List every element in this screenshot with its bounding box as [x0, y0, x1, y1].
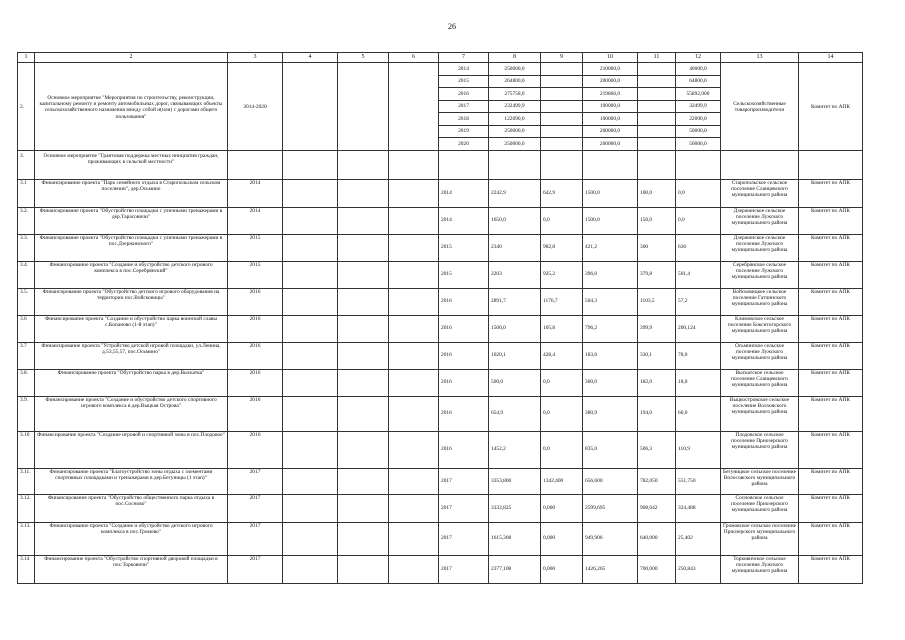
measure-name: Финансирование проекта "Благоустройство зоны отдыха с элементами спортивных площадками и тренажерами в дер.Бегуницы (1 этап)" [35, 468, 228, 494]
responsible: Комитет по АПК [799, 261, 863, 288]
column-number-cell: 3 [228, 53, 283, 63]
empty-cell [389, 179, 439, 207]
regional-amount: 796,2 [583, 315, 638, 342]
year: 2019 [439, 125, 489, 138]
year: 2016 [439, 369, 489, 396]
other-amount: 18,0 [676, 369, 721, 396]
other-amount: 64800,0 [676, 75, 721, 88]
total-amount: 250000,0 [489, 125, 541, 138]
year: 2016 [439, 315, 489, 342]
empty-cell [799, 150, 863, 179]
year: 2015 [439, 234, 489, 261]
federal-amount: 0,000 [541, 555, 583, 583]
municipal-amount: 506,3 [638, 431, 676, 468]
period: 2017 [228, 522, 283, 555]
empty-cell [389, 522, 439, 555]
federal-amount: 0,0 [541, 369, 583, 396]
column-number-row [18, 53, 863, 63]
year: 2016 [439, 396, 489, 431]
empty-cell [338, 522, 389, 555]
empty-cell [541, 150, 583, 179]
empty-cell [283, 288, 338, 315]
federal-amount: 0,000 [541, 522, 583, 555]
year: 2017 [439, 100, 489, 113]
regional-amount: 210000,0 [583, 63, 638, 76]
regional-amount: 1500,0 [583, 179, 638, 207]
executor: Сельскохозяйственные товаропроизводители [721, 63, 799, 151]
empty-cell [338, 207, 389, 234]
total-amount: 1020,1 [489, 342, 541, 369]
total-amount: 264800,0 [489, 75, 541, 88]
year: 2015 [439, 75, 489, 88]
municipal-amount: 1103,5 [638, 288, 676, 315]
regional-amount: 2599,695 [583, 494, 638, 522]
year: 2014 [439, 63, 489, 76]
other-amount: 32499,9 [676, 100, 721, 113]
row-number: 3.9. [18, 396, 35, 431]
municipal-amount: 399,9 [638, 315, 676, 342]
empty-cell [338, 150, 389, 179]
responsible: Комитет по АПК [799, 179, 863, 207]
empty-cell [389, 342, 439, 369]
executor: Климовское сельское поселение Бокситогорского муниципального района [721, 315, 799, 342]
executor: Осьминское сельское поселение Лужского муниципального района [721, 342, 799, 369]
regional-amount: 949,906 [583, 522, 638, 555]
row-number: 3.14 [18, 555, 35, 583]
municipal-amount: 640,000 [638, 522, 676, 555]
federal-amount: 105,8 [541, 315, 583, 342]
regional-amount: 200000,0 [583, 75, 638, 88]
other-amount: 22090,0 [676, 113, 721, 126]
measure-name: Финансирование проекта "Обустройство площадки с уличными тренажерами в дер.Тарасовичи" [35, 207, 228, 234]
measure-name: Основное мероприятие "Грантовая поддержка местных инициатив граждан, проживающих в сельской местности" [35, 150, 228, 179]
period: 2016 [228, 396, 283, 431]
period: 2015 [228, 261, 283, 288]
empty-cell [389, 261, 439, 288]
empty-cell [389, 234, 439, 261]
period: 2014 [228, 207, 283, 234]
other-amount: 55892,000 [676, 88, 721, 101]
measure-name: Финансирование проекта "Парк семейного отдыха в Старопольском сельском поселении", дер.Осьмино [35, 179, 228, 207]
period: 2014-2020 [228, 63, 283, 151]
table-row [18, 468, 863, 494]
federal-amount [541, 113, 583, 126]
responsible: Комитет по АПК [799, 555, 863, 583]
row-number: 3.10 [18, 431, 35, 468]
period: 2017 [228, 555, 283, 583]
empty-cell [283, 63, 338, 151]
responsible: Комитет по АПК [799, 369, 863, 396]
total-amount: 654,9 [489, 396, 541, 431]
column-number-cell: 8 [489, 53, 541, 63]
empty-cell [283, 369, 338, 396]
column-number-cell: 2 [35, 53, 228, 63]
empty-cell [338, 369, 389, 396]
year: 2020 [439, 138, 489, 151]
municipal-amount [638, 75, 676, 88]
other-amount: 50000,0 [676, 125, 721, 138]
federal-amount: 1176,7 [541, 288, 583, 315]
other-amount: 78,0 [676, 342, 721, 369]
measure-name: Финансирование проекта "Обустройство площадки с уличными тренажерами в пос.Дзержинского" [35, 234, 228, 261]
regional-amount: 504,3 [583, 288, 638, 315]
empty-cell [389, 431, 439, 468]
empty-cell [283, 261, 338, 288]
regional-amount: 1500,0 [583, 207, 638, 234]
empty-cell [283, 396, 338, 431]
regional-amount: 396,0 [583, 261, 638, 288]
other-amount: 40000,0 [676, 63, 721, 76]
municipal-amount [638, 63, 676, 76]
empty-cell [389, 150, 439, 179]
table-row [18, 150, 863, 179]
empty-cell [389, 369, 439, 396]
empty-cell [283, 179, 338, 207]
total-amount: 2377,108 [489, 555, 541, 583]
federal-amount [541, 63, 583, 76]
column-number-cell: 14 [799, 53, 863, 63]
municipal-amount: 150,0 [638, 207, 676, 234]
empty-cell [389, 63, 439, 151]
page-number: 26 [448, 22, 456, 31]
empty-cell [283, 431, 338, 468]
other-amount: 0,0 [676, 207, 721, 234]
total-amount: 3332,825 [489, 494, 541, 522]
empty-cell [389, 555, 439, 583]
empty-cell [721, 150, 799, 179]
municipal-amount [638, 138, 676, 151]
other-amount: 57,2 [676, 288, 721, 315]
period: 2015 [228, 234, 283, 261]
empty-cell [283, 207, 338, 234]
column-number-cell: 10 [583, 53, 638, 63]
federal-amount: 0,0 [541, 396, 583, 431]
empty-cell [338, 342, 389, 369]
table-row [18, 288, 863, 315]
regional-amount: 183,6 [583, 342, 638, 369]
federal-amount: 1342,400 [541, 468, 583, 494]
regional-amount: 656,600 [583, 468, 638, 494]
empty-cell [338, 468, 389, 494]
year: 2018 [439, 113, 489, 126]
responsible: Комитет по АПК [799, 522, 863, 555]
table-row [18, 522, 863, 555]
year: 2017 [439, 555, 489, 583]
other-amount: 324,488 [676, 494, 721, 522]
table-row [18, 555, 863, 583]
total-amount: 3353,800 [489, 468, 541, 494]
empty-cell [583, 150, 638, 179]
municipal-amount: 100,0 [638, 179, 676, 207]
municipal-amount: 379,8 [638, 261, 676, 288]
year: 2017 [439, 494, 489, 522]
municipal-amount [638, 88, 676, 101]
row-number: 3.4. [18, 261, 35, 288]
measure-name: Финансирование проекта "Создание и обустройство детского игрового комплекса в пос.Серебрянский" [35, 261, 228, 288]
federal-amount: 428,4 [541, 342, 583, 369]
total-amount: 2891,7 [489, 288, 541, 315]
total-amount: 2340 [489, 234, 541, 261]
empty-cell [283, 342, 338, 369]
regional-amount: 380,9 [583, 396, 638, 431]
federal-amount: 982,8 [541, 234, 583, 261]
responsible: Комитет по АПК [799, 431, 863, 468]
total-amount: 1500,0 [489, 315, 541, 342]
row-number: 3.2. [18, 207, 35, 234]
table-row [18, 396, 863, 431]
table-row [18, 261, 863, 288]
row-number: 3.11. [18, 468, 35, 494]
empty-cell [283, 468, 338, 494]
responsible: Комитет по АПК [799, 234, 863, 261]
total-amount: 1452,2 [489, 431, 541, 468]
federal-amount [541, 100, 583, 113]
empty-cell [389, 207, 439, 234]
column-number-cell: 1 [18, 53, 35, 63]
responsible: Комитет по АПК [799, 494, 863, 522]
year: 2014 [439, 179, 489, 207]
empty-cell [228, 150, 283, 179]
total-amount: 250000,0 [489, 138, 541, 151]
year: 2016 [439, 288, 489, 315]
table-row [18, 234, 863, 261]
empty-cell [638, 150, 676, 179]
total-amount: 2242,9 [489, 179, 541, 207]
period: 2014 [228, 179, 283, 207]
federal-amount: 0,0 [541, 431, 583, 468]
other-amount: 636 [676, 234, 721, 261]
empty-cell [283, 234, 338, 261]
empty-cell [283, 522, 338, 555]
table-row [18, 494, 863, 522]
other-amount: 110,9 [676, 431, 721, 468]
empty-cell [439, 150, 489, 179]
table-row [18, 342, 863, 369]
empty-cell [389, 396, 439, 431]
total-amount: 275758,0 [489, 88, 541, 101]
measure-name: Финансирование проекта "Создание игровой и спортивной зоны в пос.Плодовое" [35, 431, 228, 468]
year: 2016 [439, 88, 489, 101]
measure-name: Финансирование проекта "Обустройство детского игрового оборудования на территории пос.Войсковицы" [35, 288, 228, 315]
table-row [18, 207, 863, 234]
executor: Дзержинское сельское поселение Лужского муниципального района [721, 207, 799, 234]
empty-cell [338, 431, 389, 468]
row-number: 3.1 [18, 179, 35, 207]
empty-cell [389, 468, 439, 494]
row-number: 3.8. [18, 369, 35, 396]
measure-name: Финансирование проекта "Создание и обустройство детского игрового комплекса в пос.Громово" [35, 522, 228, 555]
measure-name: Финансирование проекта "Создание и обустройство детского спортивного игрового комплекса в дер.Выцкая Острова" [35, 396, 228, 431]
municipal-amount: 908,642 [638, 494, 676, 522]
period: 2016 [228, 369, 283, 396]
empty-cell [338, 396, 389, 431]
regional-amount: 100000,0 [583, 113, 638, 126]
year: 2015 [439, 261, 489, 288]
empty-cell [338, 288, 389, 315]
column-number-cell: 12 [676, 53, 721, 63]
period: 2017 [228, 468, 283, 494]
column-number-cell: 9 [541, 53, 583, 63]
empty-cell [283, 150, 338, 179]
empty-cell [489, 150, 541, 179]
other-amount: 551,750 [676, 468, 721, 494]
empty-cell [389, 288, 439, 315]
empty-cell [338, 555, 389, 583]
executor: Войсковицкое сельское поселение Гатчинского муниципального района [721, 288, 799, 315]
row-number: 3.13. [18, 522, 35, 555]
total-amount: 232499,9 [489, 100, 541, 113]
other-amount: 60,0 [676, 396, 721, 431]
column-number-cell: 6 [389, 53, 439, 63]
table-row [18, 315, 863, 342]
year: 2017 [439, 522, 489, 555]
measure-name: Основное мероприятие "Мероприятия по строительству, реконструкции, капитальному ремонту и ремонту автомобильных дорог, связывающих объекты сельскохозяйственного назначения между собой и(или) с дорогами общего пользования" [35, 63, 228, 151]
table-row [18, 63, 863, 76]
other-amount: 25,402 [676, 522, 721, 555]
federal-amount: 925,2 [541, 261, 583, 288]
empty-cell [338, 63, 389, 151]
municipal-amount [638, 125, 676, 138]
executor: Старопольское сельское поселение Сланцевского муниципального района [721, 179, 799, 207]
period: 2017 [228, 494, 283, 522]
measure-name: Финансирование проекта "Обустройство спортивной дворовой площадки в пос.Торковичи" [35, 555, 228, 583]
empty-cell [283, 555, 338, 583]
year: 2016 [439, 431, 489, 468]
period: 2016 [228, 315, 283, 342]
federal-amount [541, 125, 583, 138]
regional-amount: 200000,0 [583, 138, 638, 151]
other-amount: 200,124 [676, 315, 721, 342]
regional-amount: 219866,0 [583, 88, 638, 101]
executor: Дзержинское сельское поселение Лужского муниципального района [721, 234, 799, 261]
period: 2016 [228, 288, 283, 315]
municipal-amount: 194,0 [638, 396, 676, 431]
regional-amount: 421,2 [583, 234, 638, 261]
federal-amount [541, 138, 583, 151]
empty-cell [389, 494, 439, 522]
measure-name: Финансирование проекта "Устройство детской игровой площадки, ул.Ленина, д.53,55,57, пос.Осьмино" [35, 342, 228, 369]
other-amount: 0,0 [676, 179, 721, 207]
municipal-amount [638, 100, 676, 113]
program-table [17, 52, 863, 584]
responsible: Комитет по АПК [799, 396, 863, 431]
municipal-amount: 300 [638, 234, 676, 261]
empty-cell [338, 261, 389, 288]
municipal-amount: 782,050 [638, 468, 676, 494]
federal-amount: 0,0 [541, 207, 583, 234]
total-amount: 122090,0 [489, 113, 541, 126]
row-number: 3.12. [18, 494, 35, 522]
responsible: Комитет по АПК [799, 315, 863, 342]
row-number: 3.6 [18, 315, 35, 342]
table-row [18, 369, 863, 396]
column-number-cell: 7 [439, 53, 489, 63]
empty-cell [338, 179, 389, 207]
empty-cell [338, 234, 389, 261]
total-amount: 1615,308 [489, 522, 541, 555]
column-number-cell: 11 [638, 53, 676, 63]
empty-cell [283, 315, 338, 342]
measure-name: Финансирование проекта "Обустройство общественного парка отдыха в пос.Сосново" [35, 494, 228, 522]
total-amount: 500,0 [489, 369, 541, 396]
total-amount: 1650,0 [489, 207, 541, 234]
municipal-amount [638, 113, 676, 126]
total-amount: 250000,0 [489, 63, 541, 76]
column-number-cell: 13 [721, 53, 799, 63]
empty-cell [676, 150, 721, 179]
total-amount: 2203 [489, 261, 541, 288]
row-number: 2. [18, 63, 35, 151]
responsible: Комитет по АПК [799, 207, 863, 234]
executor: Бегуницкое сельское поселение Волосовского муниципального района [721, 468, 799, 494]
executor: Сосновское сельское поселение Приозерского муниципального района [721, 494, 799, 522]
responsible: Комитет по АПК [799, 288, 863, 315]
executor: Выскатское сельское поселение Сланцевского муниципального района [721, 369, 799, 396]
executor: Выцкостровское сельское поселение Волховского муниципального района [721, 396, 799, 431]
executor: Плодовское сельское поселение Приозерского муниципального района [721, 431, 799, 468]
measure-name: Финансирование проекта "Создание и обустройство парка воинской славы с.Копаново (1-й этап)" [35, 315, 228, 342]
measure-name: Финансирование проекта "Обустройство парка в дер.Выскатка" [35, 369, 228, 396]
responsible: Комитет по АПК [799, 342, 863, 369]
column-number-cell: 5 [338, 53, 389, 63]
other-amount: 501,4 [676, 261, 721, 288]
empty-cell [338, 494, 389, 522]
federal-amount: 642,9 [541, 179, 583, 207]
federal-amount [541, 88, 583, 101]
table-row [18, 179, 863, 207]
period: 2016 [228, 431, 283, 468]
row-number: 3.5. [18, 288, 35, 315]
municipal-amount: 182,0 [638, 369, 676, 396]
executor: Серебрянское сельское поселение Лужского муниципального района [721, 261, 799, 288]
row-number: 3.7 [18, 342, 35, 369]
empty-cell [389, 315, 439, 342]
regional-amount: 300,0 [583, 369, 638, 396]
table-row [18, 431, 863, 468]
executor: Торковичское сельское поселение Лужского муниципального района [721, 555, 799, 583]
municipal-amount: 330,1 [638, 342, 676, 369]
year: 2014 [439, 207, 489, 234]
other-amount: 50000,0 [676, 138, 721, 151]
responsible: Комитет по АПК [799, 63, 863, 151]
regional-amount: 200000,0 [583, 125, 638, 138]
year: 2016 [439, 342, 489, 369]
row-number: 3. [18, 150, 35, 179]
empty-cell [338, 315, 389, 342]
column-number-cell: 4 [283, 53, 338, 63]
row-number: 3.3. [18, 234, 35, 261]
regional-amount: 1426,265 [583, 555, 638, 583]
regional-amount: 835,0 [583, 431, 638, 468]
period: 2016 [228, 342, 283, 369]
other-amount: 250,843 [676, 555, 721, 583]
federal-amount: 0,000 [541, 494, 583, 522]
responsible: Комитет по АПК [799, 468, 863, 494]
municipal-amount: 700,000 [638, 555, 676, 583]
year: 2017 [439, 468, 489, 494]
empty-cell [283, 494, 338, 522]
executor: Громовское сельское поселение Приозерского муниципального района [721, 522, 799, 555]
federal-amount [541, 75, 583, 88]
regional-amount: 190000,0 [583, 100, 638, 113]
